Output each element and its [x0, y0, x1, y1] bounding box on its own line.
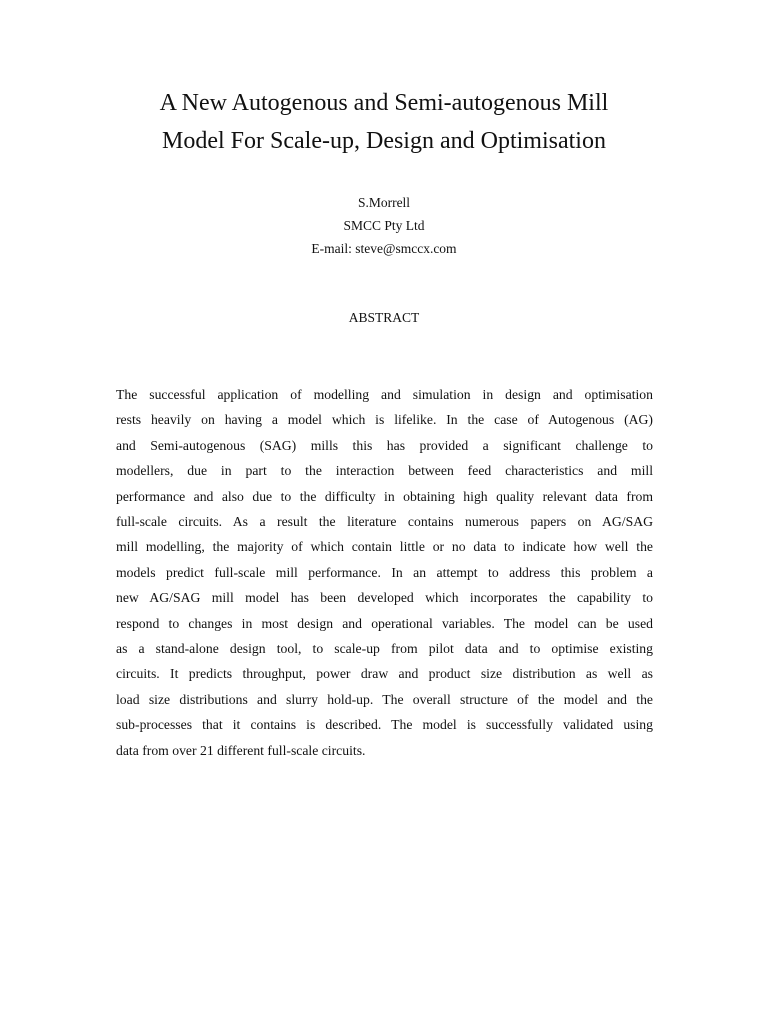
author-email: E-mail: steve@smccx.com: [311, 241, 457, 256]
author-affiliation: SMCC Pty Ltd: [343, 218, 425, 233]
author-name: S.Morrell: [357, 195, 411, 210]
author-block: [0, 191, 768, 260]
abstract-line: as a stand-alone design tool, to scale-up from pilot data and to optimise existing: [116, 641, 653, 657]
abstract-heading: ABSTRACT: [348, 310, 420, 325]
abstract-line: The successful application of modelling and simulation in design and optimisation: [116, 387, 653, 402]
paper-title-line-2: Model For Scale-up, Design and Optimisation: [162, 128, 606, 154]
abstract-line: and Semi-autogenous (SAG) mills this has provided a significant challenge to: [116, 437, 653, 453]
abstract-line: new AG/SAG mill model has been developed which incorporates the capability to: [116, 590, 653, 606]
abstract-line: load size distributions and slurry hold-up. The overall structure of the model and the: [116, 691, 653, 707]
paper-title: [0, 84, 768, 160]
abstract-line: full-scale circuits. As a result the literature contains numerous papers on AG/SAG: [116, 514, 653, 530]
abstract-line: circuits. It predicts throughput, power draw and product size distribution as well as: [116, 666, 653, 682]
abstract-line: modellers, due in part to the interaction between feed characteristics and mill: [116, 463, 653, 479]
abstract-line: rests heavily on having a model which is lifelike. In the case of Autogenous (AG): [116, 412, 653, 428]
abstract-line: respond to changes in most design and operational variables. The model can be used: [116, 615, 653, 631]
abstract-line: performance and also due to the difficulty in obtaining high quality relevant data from: [116, 488, 653, 504]
paper-title-line-1: A New Autogenous and Semi-autogenous Mill: [159, 90, 609, 116]
abstract-line: sub-processes that it contains is described. The model is successfully validated using: [116, 717, 653, 733]
abstract-line: data from over 21 different full-scale circuits.: [116, 742, 366, 758]
abstract-line: models predict full-scale mill performance. In an attempt to address this problem a: [116, 564, 653, 580]
abstract-body: [116, 382, 653, 763]
abstract-line: mill modelling, the majority of which contain little or no data to indicate how well the: [116, 539, 653, 555]
